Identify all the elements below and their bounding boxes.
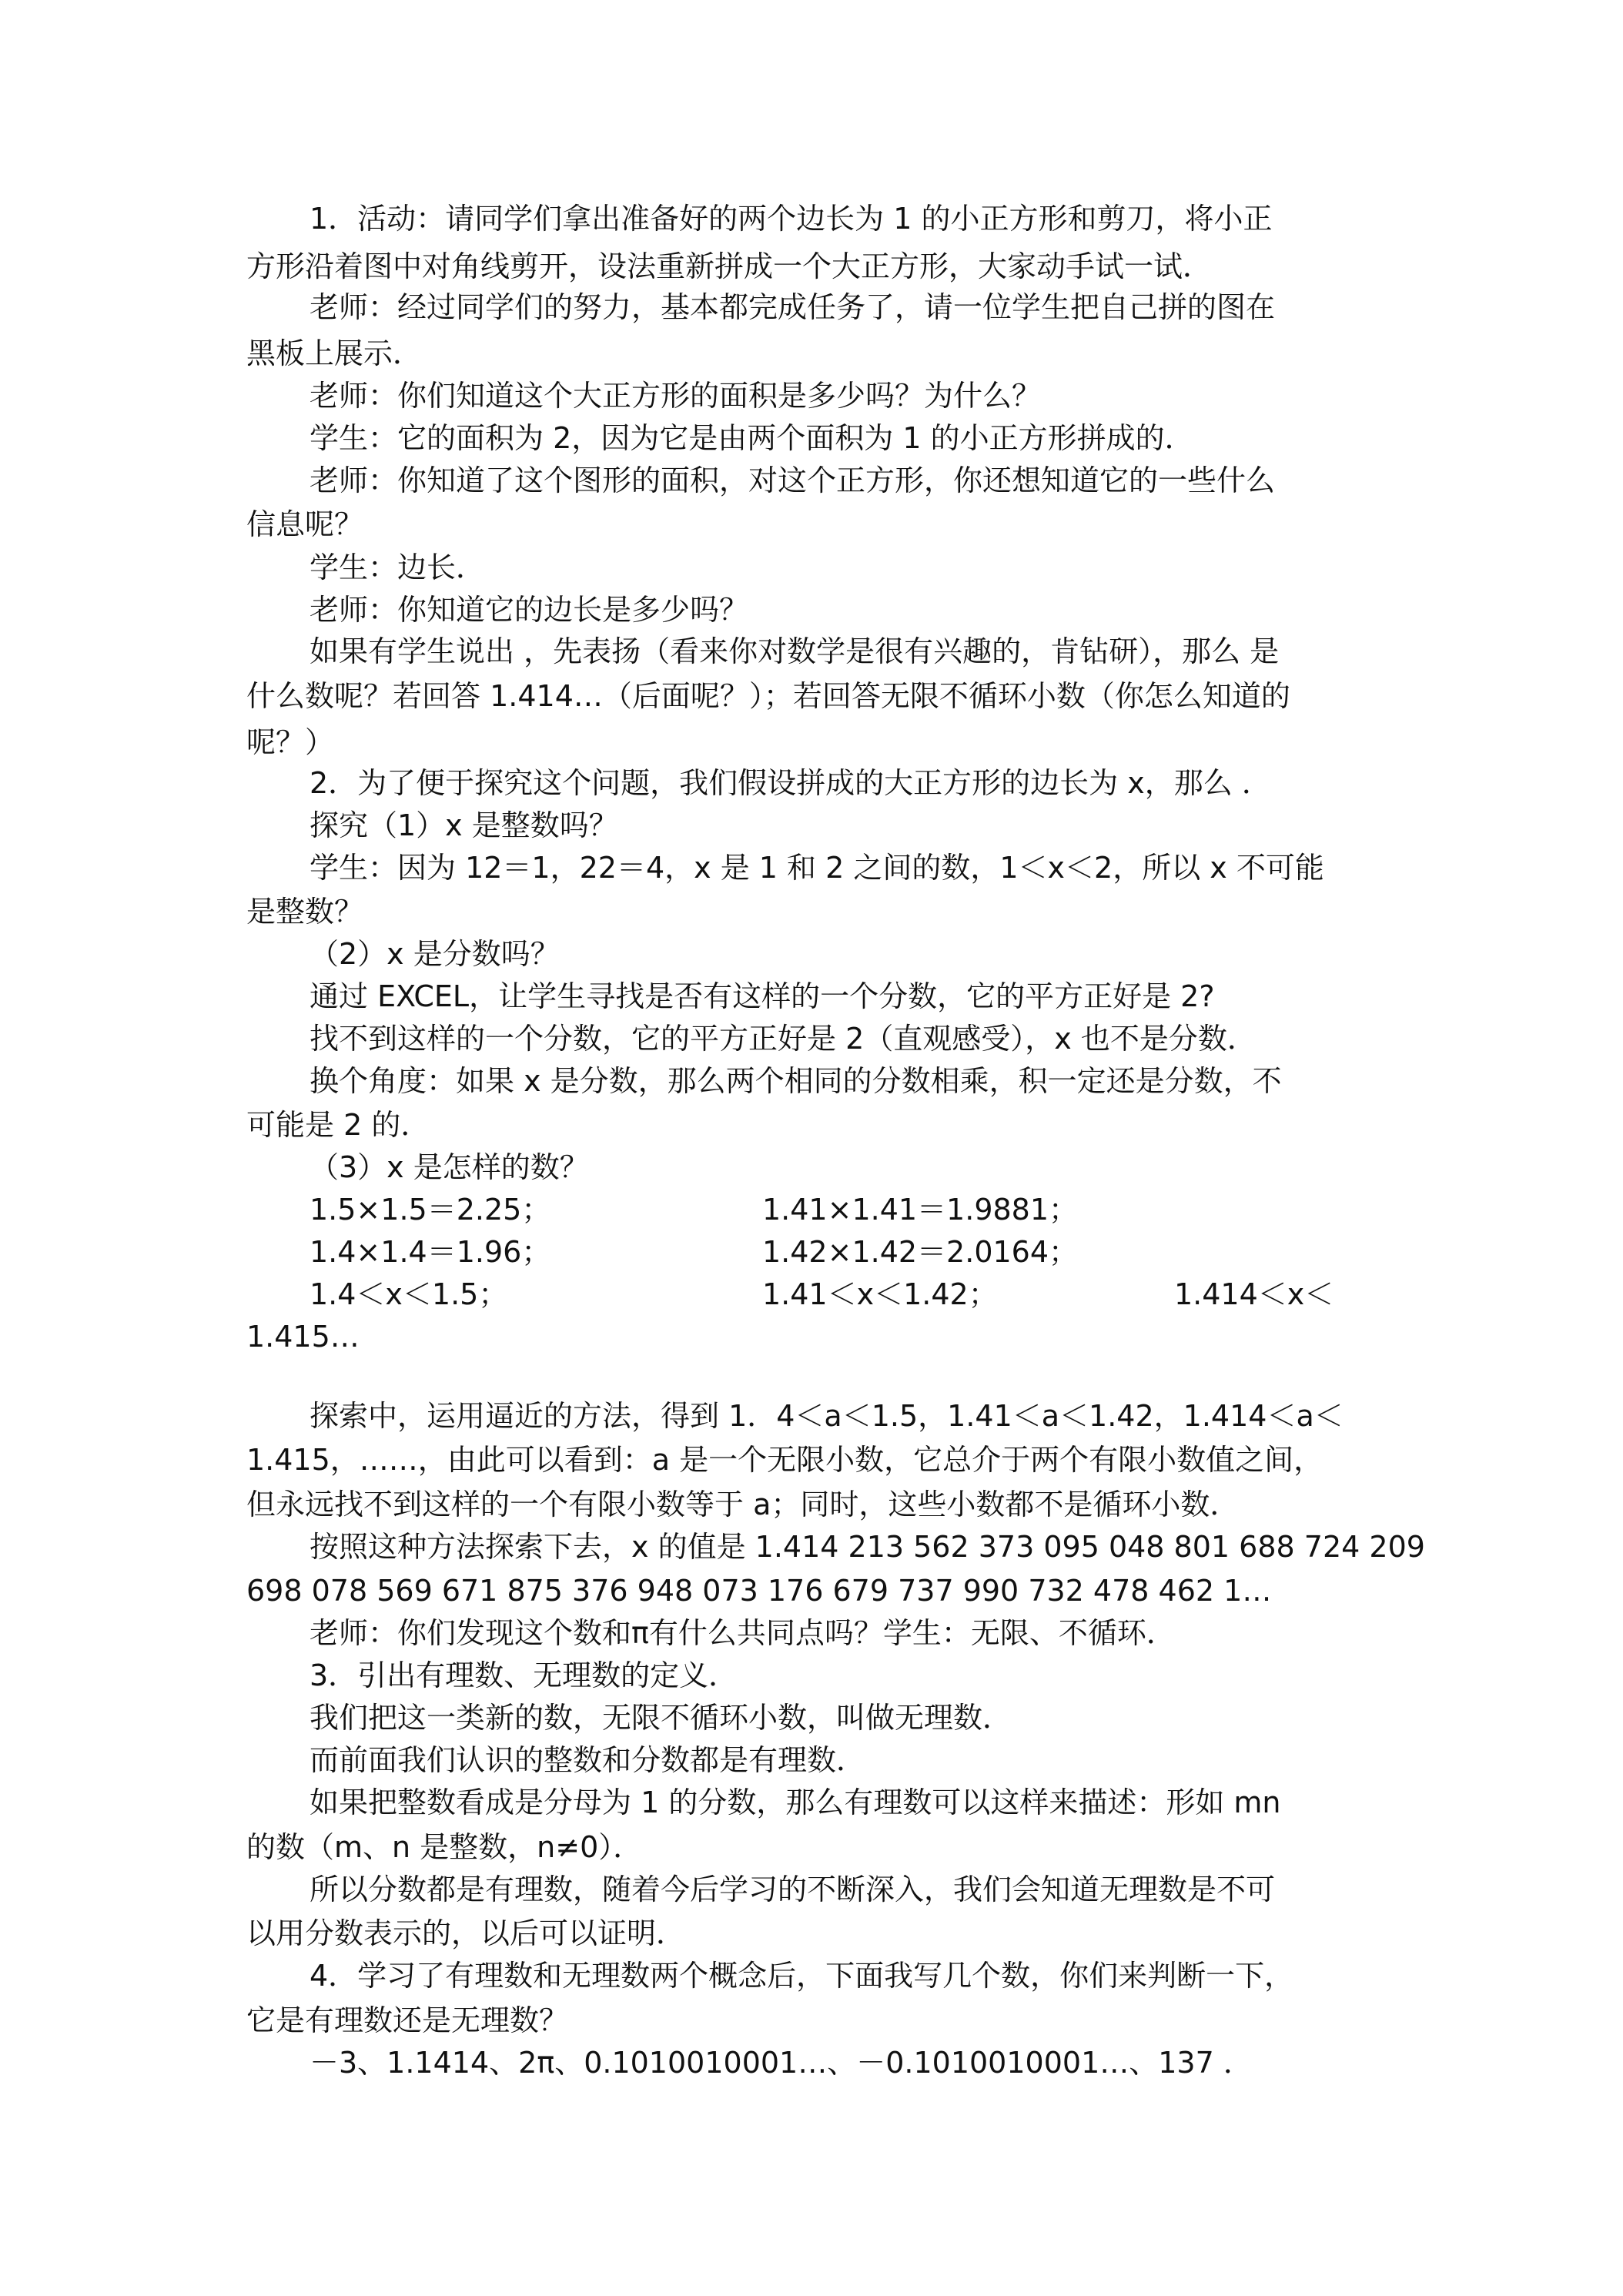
paragraph-student-integer-line2: 是整数？ bbox=[246, 895, 364, 929]
paragraph-praise-line2: 什么数呢？若回答 1.414…（后面呢？）；若回答无限不循环小数（你怎么知道的 bbox=[246, 679, 1290, 713]
paragraph-approach-line1: 探索中，运用逼近的方法，得到 1．4＜a＜1.5，1.41＜a＜1.42，1.414＜a＜ bbox=[310, 1399, 1344, 1433]
paragraph-fraction-form-line2: 的数（m、n 是整数，n≠0）． bbox=[246, 1830, 643, 1864]
paragraph-explore-q2: （2）x 是分数吗？ bbox=[310, 937, 560, 971]
paragraph-exercise-line2: 它是有理数还是无理数？ bbox=[246, 2003, 569, 2037]
paragraph-student-integer-line1: 学生：因为 12＝1，22＝4，x 是 1 和 2 之间的数，1＜x＜2，所以 x 不可能 bbox=[310, 851, 1324, 885]
paragraph-praise-line1: 如果有学生说出 ，先表扬（看来你对数学是很有兴趣的，肯钻研），那么 是 bbox=[310, 634, 1280, 668]
paragraph-student-answer: 学生：它的面积为 2，因为它是由两个面积为 1 的小正方形拼成的． bbox=[310, 421, 1194, 455]
paragraph-pi-comparison: 老师：你们发现这个数和π有什么共同点吗？学生：无限、不循环． bbox=[310, 1616, 1176, 1650]
calc-row3-wrap: 1.415… bbox=[246, 1320, 360, 1354]
paragraph-approach-line3: 但永远找不到这样的一个有限小数等于 a；同时，这些小数都不是循环小数． bbox=[246, 1488, 1240, 1521]
paragraph-sqrt2-digits-line1: 按照这种方法探索下去，x 的值是 1.414 213 562 373 095 048 801 688 724 209 bbox=[310, 1530, 1425, 1564]
paragraph-proof-note-line2: 以用分数表示的，以后可以证明． bbox=[246, 1916, 686, 1950]
calc-row1-col1: 1.5×1.5＝2.25； bbox=[310, 1193, 551, 1227]
paragraph-praise-line3: 呢？） bbox=[246, 725, 335, 759]
paragraph-excel: 通过 EXCEL，让学生寻找是否有这样的一个分数，它的平方正好是 2? bbox=[310, 979, 1215, 1013]
paragraph-not-fraction: 找不到这样的一个分数，它的平方正好是 2（直观感受），x 也不是分数． bbox=[310, 1022, 1257, 1056]
calc-row2-col1: 1.4×1.4＝1.96； bbox=[310, 1235, 551, 1269]
paragraph-exercise-line1: 4．学习了有理数和无理数两个概念后，下面我写几个数，你们来判断一下， bbox=[310, 1959, 1294, 1993]
paragraph-student-side: 学生：边长． bbox=[310, 551, 486, 584]
paragraph-number-list: －3、1.1414、2π、0.1010010001…、－0.1010010001…、137 ． bbox=[310, 2046, 1253, 2080]
paragraph-definition-heading: 3．引出有理数、无理数的定义． bbox=[310, 1658, 738, 1692]
paragraph-teacher-line1: 老师：经过同学们的努力，基本都完成任务了，请一位学生把自己拼的图在 bbox=[310, 290, 1276, 324]
paragraph-explore-q3: （3）x 是怎样的数？ bbox=[310, 1150, 589, 1184]
calc-row3-col3: 1.414＜x＜ bbox=[1174, 1277, 1334, 1311]
calc-row3-col2: 1.41＜x＜1.42； bbox=[762, 1277, 998, 1311]
paragraph-teacher-info-line1: 老师：你知道了这个图形的面积，对这个正方形，你还想知道它的一些什么 bbox=[310, 464, 1276, 497]
paragraph-activity-line2: 方形沿着图中对角线剪开，设法重新拼成一个大正方形，大家动手试一试． bbox=[246, 249, 1213, 283]
paragraph-teacher-side-question: 老师：你知道它的边长是多少吗？ bbox=[310, 593, 749, 627]
paragraph-teacher-line2: 黑板上展示． bbox=[246, 336, 423, 370]
paragraph-teacher-question: 老师：你们知道这个大正方形的面积是多少吗？为什么？ bbox=[310, 379, 1042, 413]
paragraph-explore-q1: 探究（1）x 是整数吗？ bbox=[310, 808, 618, 842]
paragraph-sqrt2-digits-line2: 698 078 569 671 875 376 948 073 176 679 737 990 732 478 462 1… bbox=[246, 1574, 1272, 1608]
paragraph-another-angle-line1: 换个角度：如果 x 是分数，那么两个相同的分数相乘，积一定还是分数，不 bbox=[310, 1064, 1282, 1098]
paragraph-another-angle-line2: 可能是 2 的． bbox=[246, 1108, 430, 1142]
calc-row1-col2: 1.41×1.41＝1.9881； bbox=[762, 1193, 1079, 1227]
paragraph-activity-line1: 1．活动：请同学们拿出准备好的两个边长为 1 的小正方形和剪刀，将小正 bbox=[310, 202, 1273, 236]
paragraph-proof-note-line1: 所以分数都是有理数，随着今后学习的不断深入，我们会知道无理数是不可 bbox=[310, 1873, 1276, 1906]
paragraph-rational-definition: 而前面我们认识的整数和分数都是有理数． bbox=[310, 1743, 866, 1777]
paragraph-irrational-definition: 我们把这一类新的数，无限不循环小数，叫做无理数． bbox=[310, 1701, 1012, 1735]
paragraph-approach-line2: 1.415，……，由此可以看到：a 是一个无限小数，它总介于两个有限小数值之间， bbox=[246, 1443, 1323, 1477]
calc-row2-col2: 1.42×1.42＝2.0164； bbox=[762, 1235, 1079, 1269]
paragraph-fraction-form-line1: 如果把整数看成是分母为 1 的分数，那么有理数可以这样来描述：形如 mn bbox=[310, 1786, 1281, 1819]
paragraph-teacher-info-line2: 信息呢？ bbox=[246, 507, 364, 541]
calc-row3-col1: 1.4＜x＜1.5； bbox=[310, 1277, 508, 1311]
paragraph-explore-intro: 2．为了便于探究这个问题，我们假设拼成的大正方形的边长为 x，那么 ． bbox=[310, 766, 1271, 800]
